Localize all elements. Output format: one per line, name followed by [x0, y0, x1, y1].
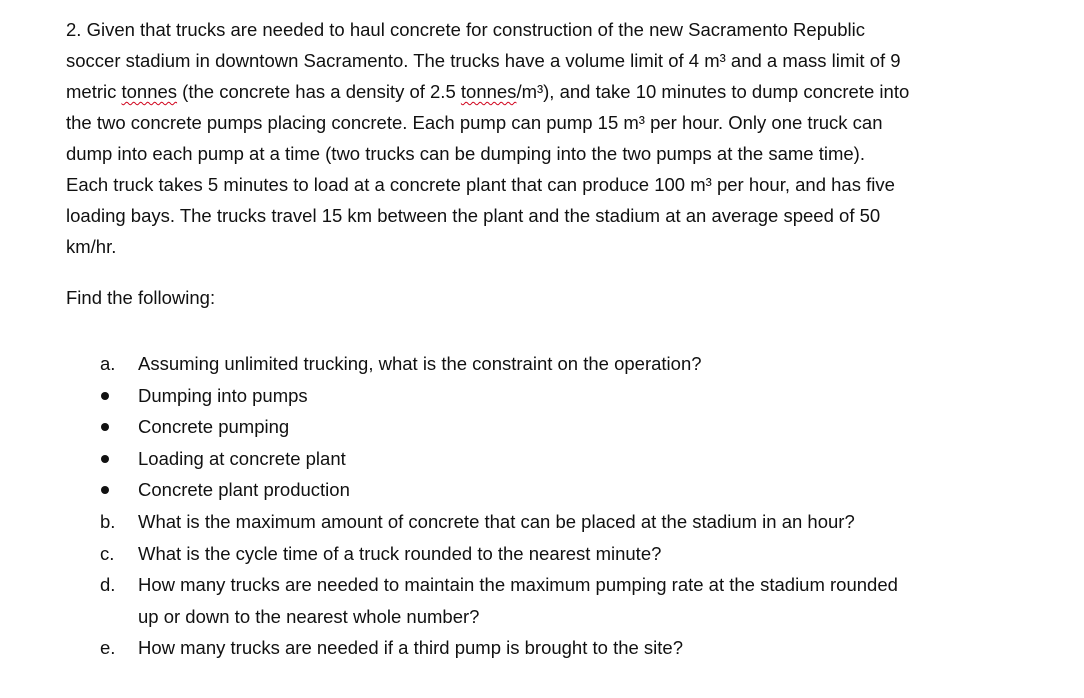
list-marker: b.	[100, 510, 116, 532]
problem-line: loading bays. The trucks travel 15 km between the plant and the stadium at an average speed of 50	[66, 205, 881, 226]
list-marker: e.	[100, 637, 116, 659]
list-item	[66, 632, 1066, 664]
question-text: How many trucks are needed if a third pump is brought to the site?	[138, 637, 684, 659]
question-list	[66, 348, 1066, 664]
list-marker: c.	[100, 542, 115, 564]
find-heading: Find the following:	[66, 287, 216, 308]
question-line: up or down to the nearest whole number?	[138, 605, 480, 627]
option-text: Loading at concrete plant	[138, 447, 346, 469]
problem-statement	[66, 14, 1066, 262]
bullet-icon	[101, 455, 109, 463]
list-item	[66, 348, 1066, 380]
problem-line-text: metric tonnes (the concrete has a density of 2.5 tonnes/m³), and take 10 minutes to dump concrete into	[66, 81, 910, 102]
spellcheck-word: tonnes	[460, 81, 517, 102]
spellcheck-word: tonnes	[121, 81, 178, 102]
option-text: Dumping into pumps	[138, 384, 308, 406]
list-item	[66, 443, 1066, 475]
bullet-icon	[101, 423, 109, 431]
option-text: Concrete plant production	[138, 479, 350, 501]
problem-line: Each truck takes 5 minutes to load at a concrete plant that can produce 100 m³ per hour, and has five	[66, 174, 895, 195]
document-page	[66, 14, 1066, 659]
option-text: Concrete pumping	[138, 416, 290, 438]
list-item	[66, 380, 1066, 412]
list-item	[66, 474, 1066, 506]
bullet-icon	[101, 392, 109, 400]
problem-line: the two concrete pumps placing concrete. Each pump can pump 15 m³ per hour. Only one truck can	[66, 112, 883, 133]
question-text: What is the maximum amount of concrete that can be placed at the stadium in an hour?	[138, 510, 855, 532]
problem-line: 2. Given that trucks are needed to haul concrete for construction of the new Sacramento Republic	[66, 19, 866, 40]
list-marker: d.	[100, 574, 116, 596]
problem-line: dump into each pump at a time (two trucks can be dumping into the two pumps at the same time).	[66, 143, 865, 164]
list-marker: a.	[100, 353, 116, 374]
bullet-icon	[101, 486, 109, 494]
question-text	[138, 569, 898, 632]
question-text: What is the cycle time of a truck rounded to the nearest minute?	[138, 542, 662, 564]
list-item	[66, 538, 1066, 570]
problem-line: km/hr.	[66, 236, 117, 257]
list-item	[66, 506, 1066, 538]
question-line: How many trucks are needed to maintain the maximum pumping rate at the stadium rounded	[138, 574, 898, 596]
list-item	[66, 569, 1066, 632]
problem-line: soccer stadium in downtown Sacramento. The trucks have a volume limit of 4 m³ and a mass limit of 9	[66, 50, 901, 71]
list-item	[66, 411, 1066, 443]
problem-line	[66, 76, 1066, 107]
question-text: Assuming unlimited trucking, what is the constraint on the operation?	[138, 353, 702, 374]
